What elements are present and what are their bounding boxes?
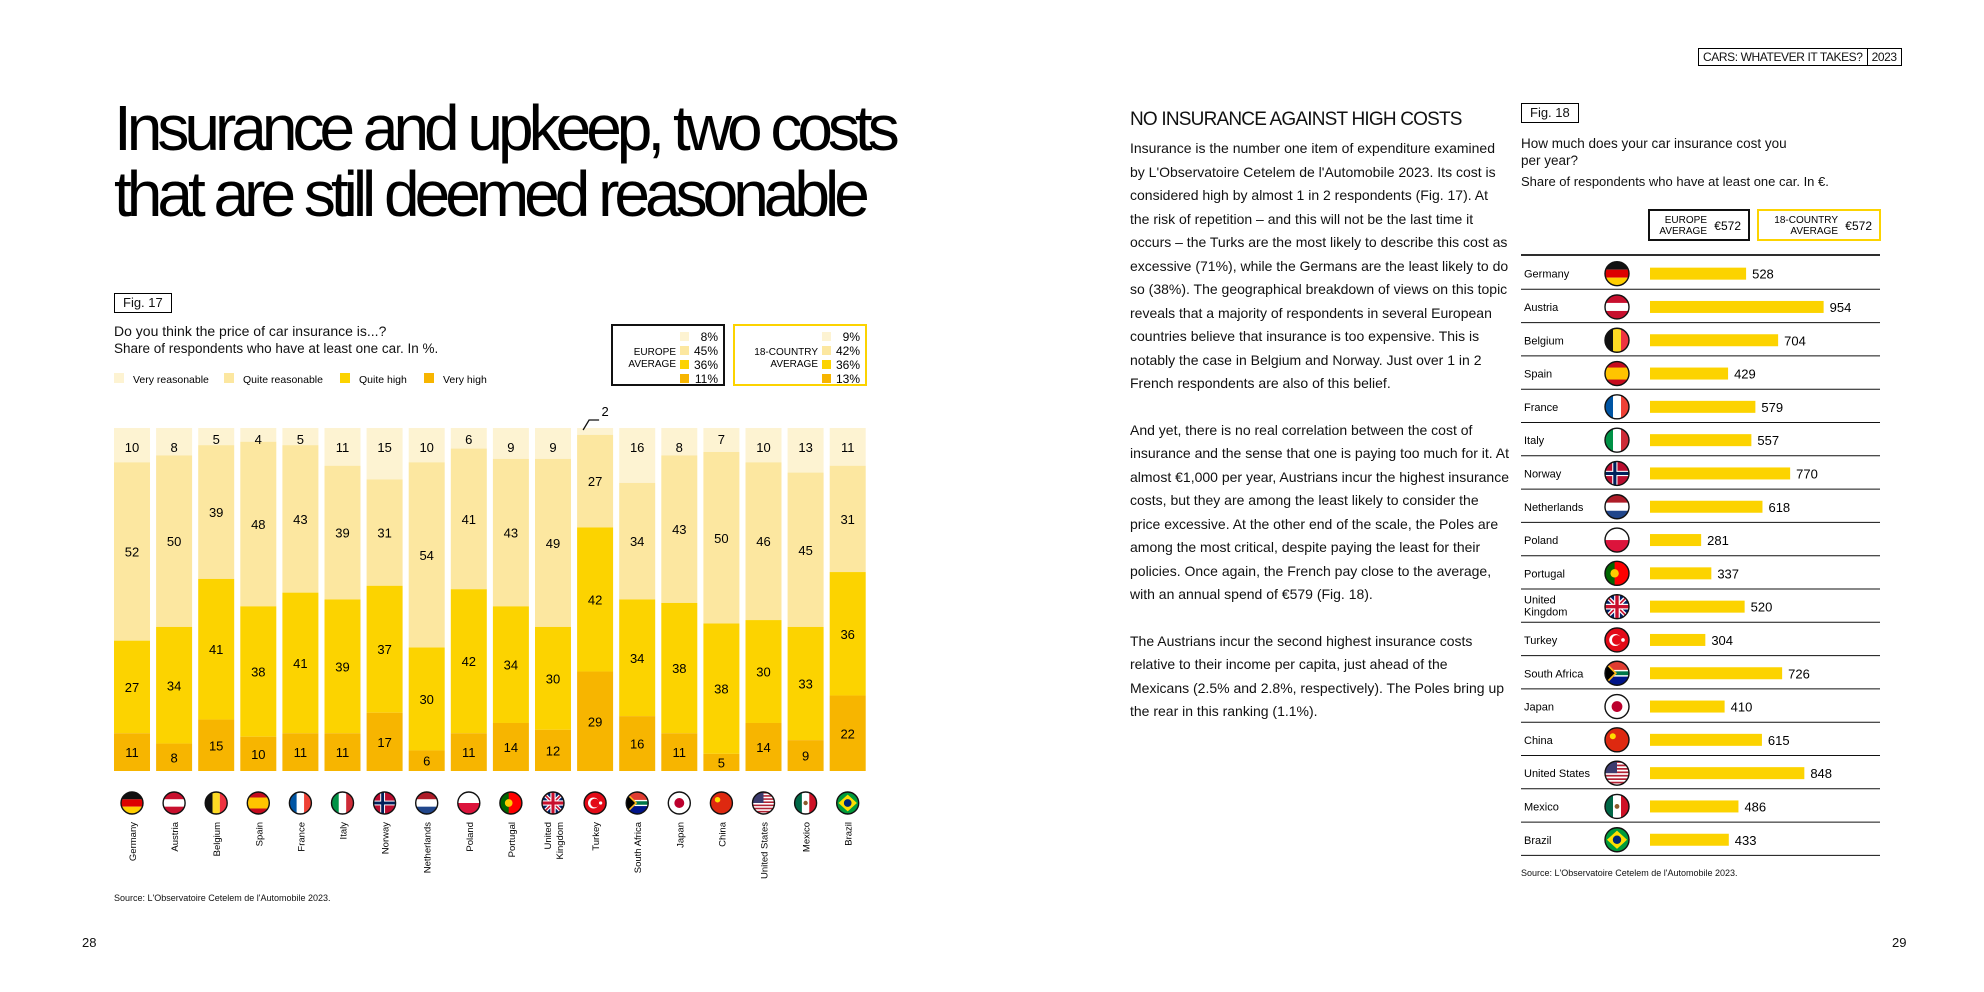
value-label-united-kingdom-very-high: 12	[545, 743, 561, 759]
fig18-value-belgium: 704	[1784, 333, 1806, 349]
fig18-bar-belgium	[1650, 334, 1778, 346]
fig18-value-united-states: 848	[1810, 766, 1833, 782]
value-label-china-quite-reasonable: 50	[714, 530, 729, 546]
essay-title: NO INSURANCE AGAINST HIGH COSTS	[1130, 109, 1462, 130]
fig18-bar-united-states	[1650, 767, 1804, 779]
value-label-south-africa-very-high: 16	[629, 736, 645, 752]
fig18-value-united-kingdom: 520	[1750, 599, 1773, 615]
fig18-label-netherlands: Netherlands	[1524, 501, 1584, 514]
fig17-average-title-line2: AVERAGE	[770, 359, 818, 370]
category-label-china: China	[717, 822, 729, 847]
fig18-value-mexico: 486	[1744, 799, 1767, 815]
report-header-tag	[1698, 48, 1902, 66]
category-label-austria: Austria	[170, 822, 182, 852]
fig18-label-mexico: Mexico	[1524, 801, 1559, 814]
fig18-value-poland: 281	[1707, 533, 1729, 549]
fig18-bar-germany	[1650, 268, 1746, 280]
value-label-portugal-quite-high: 34	[503, 657, 519, 673]
fig18-average-value: €572	[1714, 219, 1741, 233]
fig17-question: Do you think the price of car insurance is...?	[114, 323, 387, 339]
report-year-tag: 2023	[1868, 48, 1902, 66]
value-label-austria-very-reasonable: 8	[170, 440, 178, 455]
fig18-bar-united-kingdom	[1650, 601, 1745, 613]
fig18-label-turkey: Turkey	[1524, 634, 1558, 647]
value-label-norway-quite-high: 37	[377, 642, 392, 658]
value-label-france-very-high: 11	[293, 745, 308, 761]
fig18-label-portugal: Portugal	[1524, 568, 1565, 581]
fig18-value-japan: 410	[1730, 699, 1753, 715]
value-label-france-very-reasonable: 5	[296, 432, 305, 447]
fig18-value-spain: 429	[1734, 366, 1756, 382]
fig18-value-germany: 528	[1752, 266, 1774, 282]
value-label-turkey-quite-high: 42	[587, 592, 603, 608]
value-label-spain-very-reasonable: 4	[254, 432, 262, 447]
fig18-value-italy: 557	[1757, 433, 1780, 449]
category-label-germany: Germany	[128, 822, 139, 862]
fig18-label-germany: Germany	[1524, 268, 1570, 281]
fig18-bar-poland	[1650, 534, 1701, 546]
fig18-value-norway: 770	[1796, 466, 1818, 482]
value-label-austria-very-high: 8	[170, 750, 178, 766]
fig18-label-belgium: Belgium	[1524, 335, 1564, 348]
value-label-south-africa-very-reasonable: 16	[629, 440, 645, 455]
fig18-label-austria: Austria	[1524, 301, 1559, 314]
value-label-poland-very-reasonable: 6	[465, 432, 473, 447]
value-label-united-states-quite-high: 30	[756, 664, 771, 680]
fig17-average-value: 13%	[835, 372, 860, 386]
value-label-italy-quite-reasonable: 39	[335, 525, 350, 541]
value-label-netherlands-very-high: 6	[423, 753, 431, 769]
category-label-united-states: United States	[759, 822, 771, 880]
category-label-netherlands: Netherlands	[422, 822, 434, 874]
fig18-label-italy: Italy	[1524, 435, 1545, 448]
fig18-bar-brazil	[1650, 834, 1729, 846]
category-label-mexico: Mexico	[801, 822, 813, 853]
category-label-spain: Spain	[254, 822, 266, 847]
value-label-china-quite-high: 38	[714, 681, 729, 697]
fig17-average-title-line1: 18-COUNTRY	[754, 347, 818, 358]
fig17-average-swatch	[680, 332, 689, 341]
fig18-label-japan: Japan	[1524, 701, 1554, 714]
fig18-label-china: China	[1524, 734, 1553, 747]
fig18-average-title-line2: AVERAGE	[1790, 226, 1838, 237]
value-label-austria-quite-high: 34	[166, 678, 182, 694]
value-label-turkey-quite-reasonable: 27	[587, 474, 603, 490]
essay-paragraph-2: And yet, there is no real correlation between the cost of insurance and the sense that one is paying too much for it. At almost €1,000 per year, Austrians incur the highest insurance costs, but they are among the least likely to consider the price excessive. At the other end of the scale, the Poles are among the most critical, despite paying the least for their policies. Once again, the French pay close to the average, with an annual spend of €579 (Fig. 18).	[1130, 421, 1510, 602]
category-label-portugal: Portugal	[506, 822, 518, 858]
fig18-question-line-2: per year?	[1521, 153, 1579, 168]
fig18-bar-mexico	[1650, 800, 1738, 812]
fig18-value-turkey: 304	[1711, 632, 1734, 648]
value-label-brazil-very-high: 22	[840, 726, 855, 742]
value-label-netherlands-quite-high: 30	[419, 691, 434, 707]
fig17-label: Fig. 17	[114, 293, 172, 313]
value-label-united-kingdom-very-reasonable: 9	[549, 440, 557, 455]
value-label-japan-quite-high: 38	[672, 661, 687, 677]
essay-column	[1130, 108, 1510, 747]
fig18-bar-norway	[1650, 467, 1790, 479]
essay-paragraph-3: The Austrians incur the second highest insurance costs relative to their income per capita, just ahead of the Mexicans (2.5% and 2.8%, respectively). The Poles bring up the rear in this ranking (1.1%).	[1130, 632, 1505, 719]
fig17-average-swatch	[822, 332, 831, 341]
page-title-line-1: Insurance and upkeep, two costs	[114, 92, 895, 164]
value-label-germany-very-reasonable: 10	[124, 440, 140, 455]
fig18-value-south-africa: 726	[1788, 666, 1810, 682]
value-label-mexico-very-reasonable: 13	[798, 440, 813, 455]
fig18-average-value: €572	[1845, 219, 1872, 233]
fig17-category-labels	[128, 821, 855, 879]
fig18-label-united-states: United States	[1524, 768, 1591, 781]
value-label-germany-quite-reasonable: 52	[124, 544, 140, 560]
fig18-averages	[1649, 210, 1880, 240]
fig18-label-norway: Norway	[1524, 468, 1562, 481]
fig17-average-value: 42%	[835, 344, 860, 358]
category-label-turkey: Turkey	[591, 822, 603, 851]
value-label-united-states-very-reasonable: 10	[756, 440, 771, 455]
category-label-italy: Italy	[338, 822, 350, 840]
category-label-belgium: Belgium	[212, 822, 224, 857]
legend-swatch-very-high	[424, 373, 434, 383]
value-label-netherlands-quite-reasonable: 54	[419, 547, 434, 563]
value-label-portugal-quite-reasonable: 43	[503, 525, 519, 541]
fig18-value-austria: 954	[1829, 299, 1852, 315]
fig18-bar-china	[1650, 734, 1762, 746]
value-label-belgium-quite-high: 41	[208, 642, 224, 658]
fig17-average-title-line1: EUROPE	[633, 347, 676, 358]
value-label-norway-very-reasonable: 15	[377, 440, 392, 455]
legend-swatch-quite-high	[340, 373, 350, 383]
fig18-value-france: 579	[1761, 399, 1784, 415]
fig17-country-flags	[121, 792, 859, 814]
report-title-tag: CARS: WHATEVER IT TAKES?	[1698, 48, 1868, 66]
fig18-value-netherlands: 618	[1768, 499, 1791, 515]
fig18-chart	[1500, 200, 1900, 860]
fig17-average-swatch	[822, 346, 831, 355]
value-label-france-quite-high: 41	[293, 655, 308, 671]
fig18-label-south-africa: South Africa	[1524, 668, 1584, 681]
fig18-average-title-line2: AVERAGE	[1659, 226, 1707, 237]
legend-swatch-very-reasonable	[114, 373, 124, 383]
fig18-value-portugal: 337	[1717, 566, 1740, 582]
fig17-legend	[114, 373, 487, 386]
value-label-germany-quite-high: 27	[124, 679, 140, 695]
fig17-average-value: 8%	[700, 330, 718, 344]
value-label-china-very-high: 5	[717, 755, 726, 771]
value-label-poland-quite-reasonable: 41	[461, 511, 477, 527]
fig18-source: Source: L'Observatoire Cetelem de l'Automobile 2023.	[1521, 868, 1738, 878]
value-label-mexico-quite-high: 33	[798, 676, 813, 692]
fig18-bar-turkey	[1650, 634, 1705, 646]
fig18-value-china: 615	[1767, 732, 1790, 748]
value-label-spain-very-high: 10	[251, 746, 266, 762]
fig17-average-swatch	[680, 346, 689, 355]
legend-label-quite-high: Quite high	[359, 374, 407, 386]
value-label-mexico-quite-reasonable: 45	[798, 542, 813, 558]
category-label-france: France	[296, 822, 308, 852]
value-label-norway-very-high: 17	[377, 734, 392, 750]
value-label-united-kingdom-quite-reasonable: 49	[545, 535, 561, 551]
fig18-question	[1521, 135, 1821, 169]
value-label-norway-quite-reasonable: 31	[377, 525, 392, 541]
category-label-poland: Poland	[464, 822, 476, 852]
category-label-south-africa: South Africa	[633, 822, 645, 874]
value-label-netherlands-very-reasonable: 10	[419, 440, 434, 455]
value-label-belgium-very-reasonable: 5	[212, 432, 220, 447]
fig17-averages	[612, 325, 866, 386]
fig17-average-swatch	[680, 360, 689, 369]
fig18-label-brazil: Brazil	[1524, 834, 1552, 847]
fig17-average-value: 11%	[694, 372, 718, 386]
page-number-right: 29	[1892, 935, 1907, 950]
fig17-average-swatch	[822, 360, 831, 369]
value-label-brazil-very-reasonable: 11	[840, 440, 855, 455]
value-label-japan-quite-reasonable: 43	[672, 522, 687, 538]
value-label-united-states-quite-reasonable: 46	[756, 534, 771, 550]
fig18-label-poland: Poland	[1524, 535, 1559, 548]
fig18-bar-japan	[1650, 701, 1725, 713]
fig17-average-value: 9%	[842, 330, 860, 344]
fig18-bar-france	[1650, 401, 1755, 413]
fig17-average-swatch	[822, 374, 831, 383]
fig18-label: Fig. 18	[1521, 103, 1579, 123]
fig17-average-value: 45%	[693, 344, 718, 358]
fig18-bar-spain	[1650, 368, 1728, 380]
fig17-source: Source: L'Observatoire Cetelem de l'Automobile 2023.	[114, 893, 331, 903]
value-label-united-states-very-high: 14	[756, 739, 771, 755]
value-label-poland-very-high: 11	[462, 745, 476, 761]
fig18-value-brazil: 433	[1734, 832, 1757, 848]
value-label-portugal-very-high: 14	[503, 739, 519, 755]
fig17-chart	[0, 0, 880, 920]
value-label-south-africa-quite-reasonable: 34	[629, 534, 645, 550]
fig18-label-united-kingdom: United Kingdom	[1524, 594, 1568, 619]
category-label-brazil: Brazil	[843, 822, 855, 846]
value-label-mexico-very-high: 9	[801, 748, 810, 764]
value-label-france-quite-reasonable: 43	[293, 511, 308, 527]
value-label-germany-very-high: 11	[125, 745, 139, 761]
value-label-brazil-quite-high: 36	[840, 626, 855, 642]
value-label-austria-quite-reasonable: 50	[166, 534, 182, 550]
essay-paragraph-1: Insurance is the number one item of expenditure examined by L'Observatoire Cetelem de l'Automobile 2023. Its cost is considered high by almost 1 in 2 respondents (Fig. 17). At the risk of repetition – and this will not be the last time it occurs – the Turks are the most likely to describe this cost as excessive (71%), while the Germans are the least likely to do so (38%). The geographical breakdown of views on this topic reveals that a majority of respondents in several European countries believe that insurance is too expensive. This is notably the case in Belgium and Norway. Just over 1 in 2 French respondents are also of this belief.	[1130, 140, 1509, 391]
value-label-japan-very-reasonable: 8	[675, 440, 683, 455]
value-label-italy-very-reasonable: 11	[335, 440, 350, 455]
fig18-question-line-1: How much does your car insurance cost you	[1521, 136, 1787, 151]
bar-turkey-very-reasonable	[577, 428, 613, 435]
fig17-average-swatch	[680, 374, 689, 383]
fig18-bar-italy	[1650, 434, 1751, 446]
fig18-average-title-line1: EUROPE	[1664, 215, 1707, 226]
legend-label-quite-reasonable: Quite reasonable	[243, 374, 323, 386]
value-label-spain-quite-reasonable: 48	[251, 517, 266, 533]
value-label-china-very-reasonable: 7	[717, 432, 726, 447]
legend-label-very-reasonable: Very reasonable	[133, 374, 209, 386]
fig17-value-labels	[125, 404, 855, 770]
value-label-italy-very-high: 11	[335, 745, 350, 761]
bar-south-africa-very-reasonable	[619, 428, 655, 483]
fig17-average-value: 36%	[835, 358, 860, 372]
page-number-left: 28	[82, 935, 97, 950]
value-label-south-africa-quite-high: 34	[629, 650, 645, 666]
value-label-belgium-very-high: 15	[208, 738, 224, 754]
fig18-label-spain: Spain	[1524, 368, 1553, 381]
fig17-bars	[114, 428, 866, 771]
value-label-japan-very-high: 11	[672, 745, 687, 761]
value-label-united-kingdom-quite-high: 30	[545, 671, 561, 687]
fig17-subtitle: Share of respondents who have at least one car. In %.	[114, 341, 439, 356]
category-label-japan: Japan	[675, 822, 687, 848]
fig18-rows	[1521, 255, 1880, 855]
fig17-average-title-line2: AVERAGE	[628, 359, 676, 370]
fig18-subtitle: Share of respondents who have at least one car. In €.	[1521, 174, 1829, 189]
value-label-portugal-very-reasonable: 9	[507, 440, 515, 455]
category-label-norway: Norway	[380, 822, 392, 855]
legend-swatch-quite-reasonable	[224, 373, 234, 383]
fig18-bar-netherlands	[1650, 501, 1762, 513]
fig18-bar-austria	[1650, 301, 1824, 313]
value-label-belgium-quite-reasonable: 39	[208, 505, 224, 521]
value-label-turkey-very-reasonable: 2	[601, 404, 609, 419]
value-label-poland-quite-high: 42	[461, 654, 477, 670]
legend-label-very-high: Very high	[443, 374, 487, 386]
category-label-united-kingdom: UnitedKingdom	[543, 822, 566, 860]
fig18-bar-south-africa	[1650, 667, 1782, 679]
value-label-spain-quite-high: 38	[251, 664, 266, 680]
page-title-line-2: that are still deemed reasonable	[114, 158, 865, 230]
value-label-brazil-quite-reasonable: 31	[840, 511, 855, 527]
value-label-turkey-very-high: 29	[587, 714, 603, 730]
fig18-bar-portugal	[1650, 567, 1711, 579]
fig18-average-title-line1: 18-COUNTRY	[1774, 215, 1838, 226]
value-label-italy-quite-high: 39	[335, 659, 350, 675]
fig17-average-value: 36%	[693, 358, 718, 372]
fig18-label-france: France	[1524, 401, 1559, 414]
